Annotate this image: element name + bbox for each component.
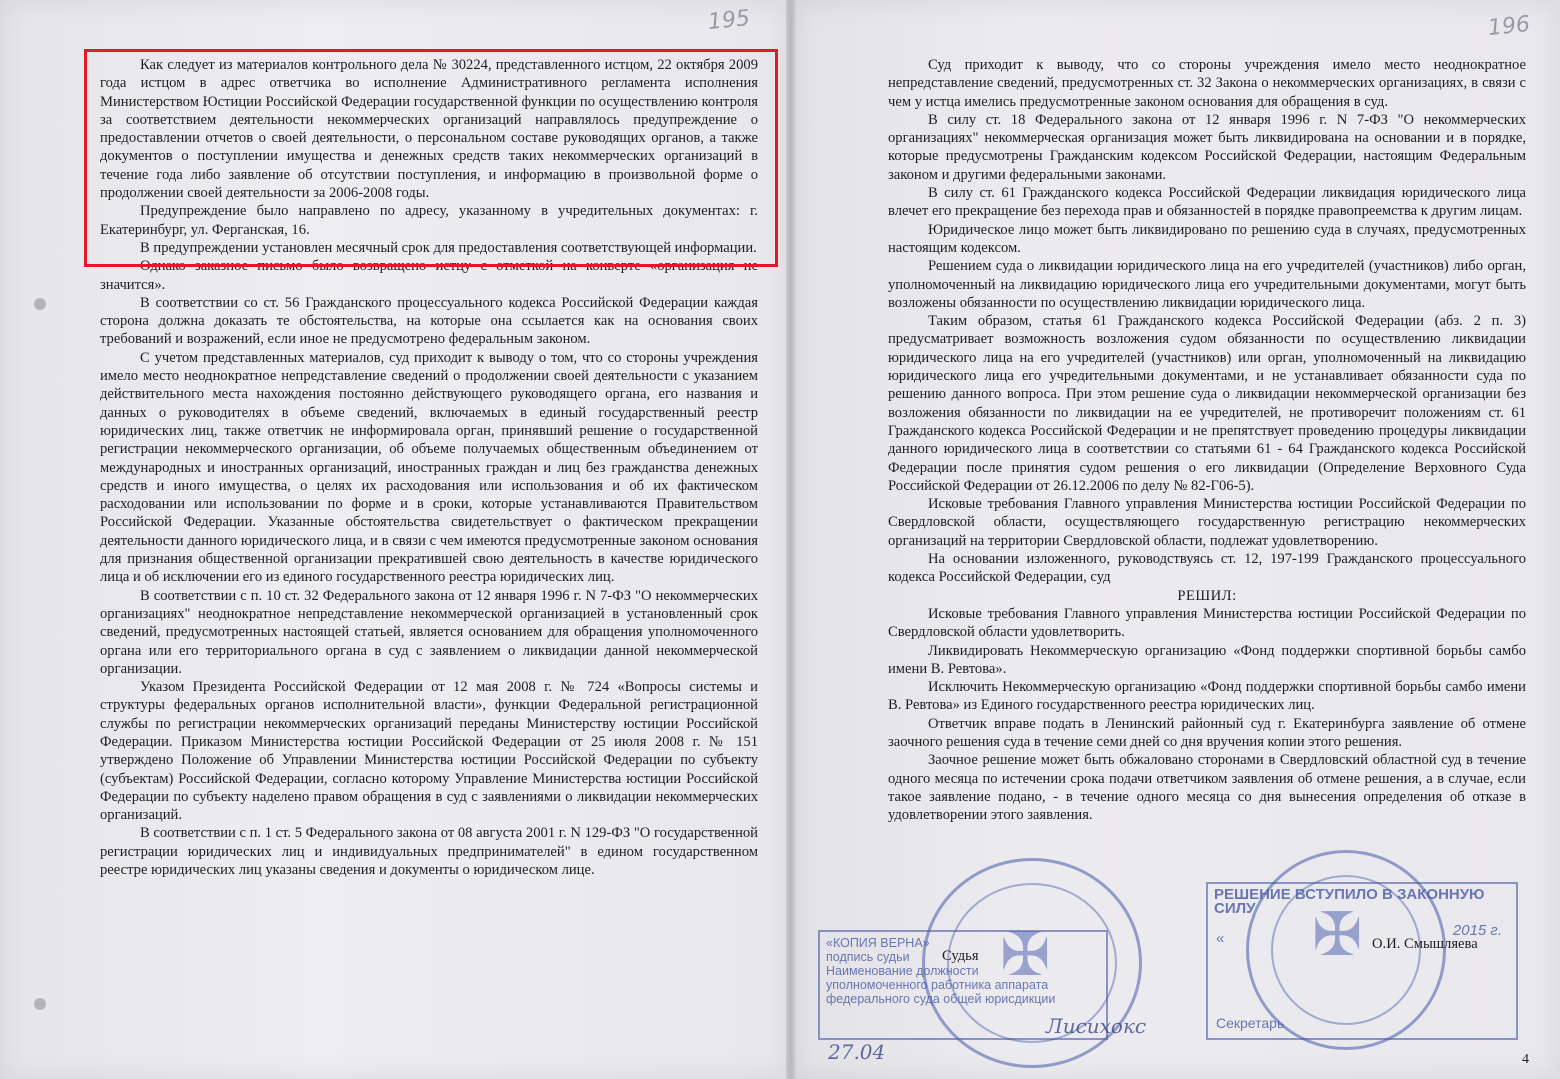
force-stamp-year: 2015 г.: [1452, 922, 1502, 939]
copy-stamp-line: федерального суда общей юрисдикции: [826, 992, 1056, 1006]
force-stamp-secretary: Секретарь: [1216, 1015, 1285, 1031]
left-paragraph-2: Предупреждение было направлено по адресу, указанному в учредительных документах: г. Екатеринбург, ул. Ферганская, 16.: [100, 203, 758, 238]
right-paragraph-3: В силу ст. 61 Гражданского кодекса Российской Федерации ликвидация юридического лица влечет его прекращение без перехода прав и обязанностей в порядке правопреемства к другим лицам.: [888, 185, 1526, 220]
binder-hole: [34, 298, 46, 310]
left-paragraph-3: В предупреждении установлен месячный срок для предоставления соответствующей информации.: [140, 239, 757, 256]
right-paragraph-2: В силу ст. 18 Федерального закона от 12 января 1996 г. N 7-ФЗ "О некоммерческих организациях" некоммерческая организация может быть ликвидирована на основании и в порядке, которые предусмотрены Гражданским кодексом Российской Федерации, настоящим Федеральным законом и другими федеральными законами.: [888, 111, 1526, 183]
decision-paragraph-1: Исковые требования Главного управления Министерства юстиции Российской Федерации по Свердловской области удовлетворить.: [888, 605, 1526, 641]
right-paragraph-5: Решением суда о ликвидации юридического лица на его учредителей (участников) либо орган, уполномоченный на ликвидацию юридического лица его учредительными документами, могут быть возложены обязанности по осуществлению ликвидации юридического лица.: [888, 258, 1526, 311]
left-paragraph-7: В соответствии с п. 10 ст. 32 Федерального закона от 12 января 1996 г. N 7-ФЗ "О некоммерческих организациях" неоднократное непредставление некоммерческой организацией в установленный срок сведений, предусмотренных настоящей статьей, является основанием для обращения уполномоченного органа или его территориального органа в суд с заявлением о ликвидации данной некоммерческой организации.: [100, 587, 758, 677]
right-paragraph-4: Юридическое лицо может быть ликвидировано по решению суда в случаях, предусмотренных настоящим кодексом.: [888, 221, 1526, 256]
right-paragraph-8: На основании изложенного, руководствуясь ст. 12, 197-199 Гражданского процессуального кодекса Российской Федерации, суд: [888, 551, 1526, 586]
left-paragraph-5: В соответствии со ст. 56 Гражданского процессуального кодекса Российской Федерации каждая сторона должна доказать те обстоятельства, на которые она ссылается как на основания своих требований и возражений, если иное не предусмотрено федеральным законом.: [100, 294, 758, 348]
right-paragraph-7: Исковые требования Главного управления Министерства юстиции Российской Федерации по Свердловской области, осуществляющего государственную регистрацию некоммерческих организаций на территории Свердловской области, подлежат удовлетворению.: [888, 496, 1526, 549]
judge-name: О.И. Смышляева: [1372, 936, 1478, 952]
judge-label: Судья: [942, 948, 979, 964]
copy-stamp-line: подпись судьи: [826, 950, 910, 964]
decision-paragraph-3: Исключить Некоммерческую организацию «Фонд поддержки спортивной борьбы самбо имени В. Ревтова» из Единого государственного реестра юридических лиц.: [888, 679, 1526, 714]
right-page-text: [888, 56, 1526, 824]
left-paragraph-6: С учетом представленных материалов, суд приходит к выводу о том, что со стороны учреждения имело место неоднократное непредставление сведений о продолжении своей деятельности с указанием действительного места нахождения постоянно действующего руководящего органа, его названия и данных о руководителях в объеме сведений, включаемых в единый государственный реестр юридических лиц, также ответчик не информировала орган, принявший решение о государственной регистрации некоммерческого организации, об объеме получаемых общественным объединением от международных и иностранных организаций, иностранных граждан и лиц без гражданства денежных средств и иного имущества, о целях их расходования или использования и об их фактическом расходовании или использовании по форме и в сроки, которые устанавливаются Правительством Российской Федерации. Указанные обстоятельства свидетельствует о фактическом прекращении деятельности данного юридического лица, и в связи с чем имеются предусмотренные законом основания для признания общественной организации прекратившей свою деятельность в качестве юридического лица и об исключении его из единого государственного реестра юридических лиц.: [100, 349, 758, 586]
force-stamp-heading: РЕШЕНИЕ ВСТУПИЛО В ЗАКОННУЮ СИЛУ: [1214, 886, 1485, 917]
handwritten-page-number-left: 195: [706, 5, 752, 36]
binder-hole: [34, 998, 46, 1010]
left-paragraph-9: В соответствии с п. 1 ст. 5 Федерального закона от 08 августа 2001 г. N 129-ФЗ "О государственной регистрации юридических лиц и индивидуальных предпринимателей" в едином государственном реестре юридических лиц указаны сведения и документы о юридическом лице.: [100, 825, 758, 879]
right-paragraph-6: Таким образом, статья 61 Гражданского кодекса Российской Федерации (абз. 2 п. 3) предусматривает возможность возложения судом обязанности по осуществлению ликвидации юридического лица на его учредителей (участников) или орган, уполномоченный на ликвидацию юридического лица его учредительными документами, и не устанавливает обязанности суда по решению данного вопроса. При этом решение суда о ликвидации некоммерческой организации без возложения обязанности по ликвидации на ее учредителей, не противоречит положениям ст. 61 Гражданского кодекса Российской Федерации и не препятствует проведению процедуры ликвидации данного юридического лица в соответствии со статьями 61 - 64 Гражданского кодекса Российской Федерации после принятия судом решения о его ликвидации (Определение Верховного Суда Российской Федерации от 26.12.2006 по делу № 82-Г06-5).: [888, 313, 1526, 494]
left-paragraph-8: Указом Президента Российской Федерации от 12 мая 2008 г. № 724 «Вопросы системы и структуры федеральных органов исполнительной власти», функции Федеральной регистрационной службы по регистрации некоммерческих организаций переданы Министерству юстиции Российской Федерации. Приказом Министерства юстиции Российской Федерации от 25 июля 2008 г. № 151 утверждено Положение об Управлении Министерства юстиции Российской Федерации по субъекту (субъектам) Российской Федерации, согласно которому Управление Министерства юстиции Российской Федерации по субъекту наделено правом обращения в суд с заявлениями о ликвидации некоммерческих организаций.: [100, 679, 758, 824]
copy-stamp-line: уполномоченного работника аппарата: [826, 978, 1049, 992]
left-paragraph-1: Как следует из материалов контрольного дела № 30224, представленного истцом, 22 октября 2009 года истцом в адрес ответчика во исполнение Административного регламента исполнения Министерством Юстиции Российской Федерации государственной функции по осуществлению контроля за соответствием деятельности некоммерческих организаций направлялось предупреждение о предоставлении отчетов о своей деятельности, о персональном составе руководящих органов, а также документов о поступлении имущества и денежных средств таких некоммерческих организаций в течение года либо заявление об отсутствии поступления, и информацию в произвольной форме о продолжении своей деятельности за 2006-2008 годы.: [100, 57, 758, 202]
decision-paragraph-2: Ликвидировать Некоммерческую организацию «Фонд поддержки спортивной борьбы самбо имени В. Ревтова».: [888, 642, 1526, 677]
handwritten-signature: Лисихокс: [1046, 1014, 1147, 1038]
handwritten-page-number-right: 196: [1486, 11, 1532, 42]
copy-stamp-line: «КОПИЯ ВЕРНА»: [826, 936, 930, 950]
right-paragraph-1: Суд приходит к выводу, что со стороны учреждения имело место неоднократное непредставление сведений, предусмотренных ст. 32 Закона о некоммерческих организациях, в связи с чем у истца имелись предусмотренные законом основания для обращения в суд.: [888, 57, 1526, 110]
eagle-emblem-icon: ✠: [1000, 920, 1051, 990]
decision-paragraph-5: Заочное решение может быть обжаловано сторонами в Свердловский областной суд в течение одного месяца по истечении срока подачи ответчиком заявления об отмене решения, а в случае, если такое заявление подано, - в течение одного месяца со дня вынесения определения об отказе в удовлетворении этого заявления.: [888, 752, 1526, 824]
left-paragraph-4: Однако заказное письмо было возвращено истцу с отметкой на конверте «организация не значится».: [100, 258, 758, 293]
eagle-emblem-icon: ✠: [1312, 900, 1363, 970]
book-spine: [786, 0, 796, 1079]
highlight-box: [84, 49, 778, 267]
copy-stamp-line: Наименование должности: [826, 964, 979, 978]
force-stamp-date-prefix: «: [1216, 930, 1225, 947]
decision-heading: РЕШИЛ:: [1177, 587, 1237, 604]
handwritten-date: 27.04: [828, 1040, 886, 1064]
page-number: 4: [1522, 1052, 1529, 1067]
decision-paragraph-4: Ответчик вправе подать в Ленинский районный суд г. Екатеринбурга заявление об отмене заочного решения суда в течение семи дней со дня вручения копии этого решения.: [888, 715, 1526, 750]
